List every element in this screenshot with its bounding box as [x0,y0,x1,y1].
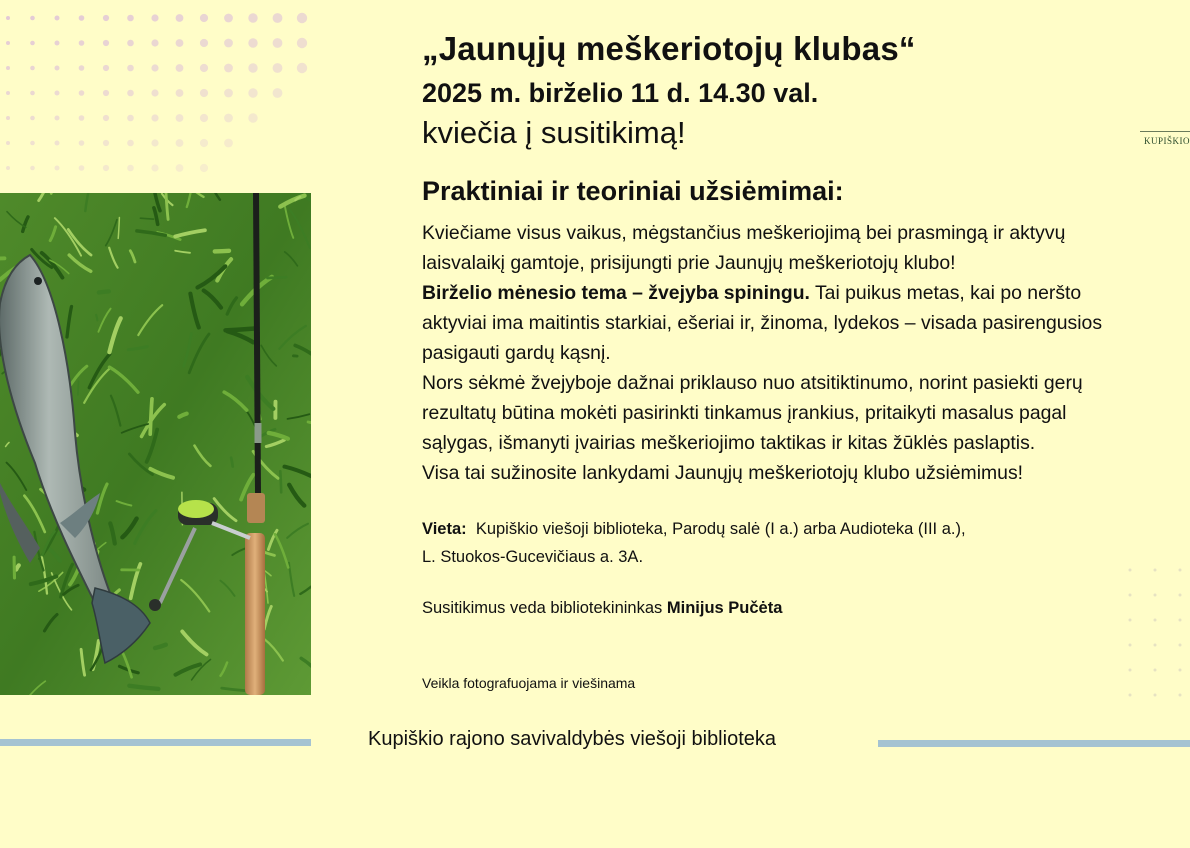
decorative-dot [200,114,208,122]
decorative-dot [79,115,85,121]
decorative-dot [1129,694,1132,697]
venue-label: Vieta: [422,520,467,538]
decorative-dot [297,38,307,48]
decorative-dot [273,88,283,98]
library-footer: Kupiškio rajono savivaldybės viešoji biblioteka [368,728,776,750]
venue-info [422,515,966,571]
description-line: sąlygas, išmanyti įvairias meškeriojimo taktikas ir kitas žūklės paslaptis. [422,432,1036,454]
decorative-dot [30,91,35,96]
decorative-dot [151,89,158,96]
decorative-dot [127,165,134,172]
grass-blade [226,329,255,331]
decorative-dot [127,15,134,22]
decorative-dot [200,14,208,22]
description-text [422,218,1190,488]
decorative-dot [79,165,85,171]
host-info [422,599,782,618]
decorative-dot [6,66,10,70]
decorative-dot [200,64,208,72]
decorative-dot [1154,669,1157,672]
decorative-dot [103,140,109,146]
host-prefix: Susitikimus veda bibliotekininkas [422,599,667,617]
decorative-dot [1179,694,1182,697]
grass-blade [140,218,153,219]
event-title: „Jaunųjų meškeriotojų klubas“ [422,30,916,67]
decorative-dot [6,116,10,120]
grass-blade [150,399,152,434]
decorative-dot [1154,644,1157,647]
venue-address-line1: Kupiškio viešoji biblioteka, Parodų salė (I a.) arba Audioteka (III a.), [475,520,966,538]
description-line: pasigauti gardų kąsnį. [422,342,611,364]
decorative-dot [248,88,257,97]
decorative-dot [248,38,257,47]
decorative-dot [176,139,184,147]
decorative-dot [200,139,208,147]
decorative-dot [127,115,134,122]
decorative-dot [6,141,10,145]
decorative-dot [1129,569,1132,572]
section-heading: Praktiniai ir teoriniai užsiėmimai: [422,176,844,206]
decorative-dot [30,141,35,146]
decorative-dot [200,164,208,172]
decorative-dot [176,164,184,172]
grass-blade [215,251,229,252]
grass-blade [280,471,281,492]
decorative-dot [1154,694,1157,697]
footer-rule-left [0,739,311,746]
decorative-dot [30,41,35,46]
decorative-dot [6,41,10,45]
logo-divider [1140,131,1190,132]
decorative-dot [273,13,283,23]
decorative-dot [1154,569,1157,572]
grass-blade [78,381,79,395]
decorative-dot [248,113,257,122]
decorative-dot [103,115,109,121]
decorative-dot [176,14,184,22]
decorative-dot [248,63,257,72]
decorative-dot [224,14,233,23]
decorative-dot [273,38,283,48]
decorative-dot [30,16,35,21]
decorative-dot [176,39,184,47]
description-line: laisvalaikį gamtoje, prisijungti prie Jaunųjų meškeriotojų klubo! [422,252,956,274]
decorative-dot [127,40,134,47]
decorative-dot [30,66,35,71]
grass-blade [231,458,233,467]
decorative-dot [1179,569,1182,572]
decorative-right-dots [1120,560,1190,710]
decorative-dot [176,89,184,97]
decorative-dot [30,166,35,171]
decorative-dot [176,64,184,72]
decorative-dot [55,116,60,121]
venue-address-line2: L. Stuokos-Gucevičiaus a. 3A. [422,548,644,566]
decorative-dot [55,141,60,146]
decorative-dot [248,13,257,22]
photo-notice: Veikla fotografuojama ir viešinama [422,675,636,691]
decorative-dot [297,13,307,23]
event-invitation: kviečia į susitikimą! [422,115,686,150]
description-line: Visa tai sužinosite lankydami Jaunųjų meškeriotojų klubo užsiėmimus! [422,462,1024,484]
decorative-dot [224,114,233,123]
decorative-dot [200,89,208,97]
grass-blade [99,291,109,292]
theme-continuation: Tai puikus metas, kai po neršto [809,282,1082,304]
decorative-dot [151,164,158,171]
description-line: Nors sėkmė žvejyboje dažnai priklauso nuo atsitiktinumo, norint pasiekti gerų [422,372,1083,394]
decorative-dot [103,165,109,171]
decorative-dot [1154,619,1157,622]
decorative-dot [1179,594,1182,597]
decorative-dot [273,63,283,73]
library-logo-text: KUPIŠKIO [1144,136,1190,146]
decorative-dot [6,91,10,95]
decorative-dot [151,139,158,146]
description-line: aktyviai ima maitintis starkiai, ešeriai ir, žinoma, lydekos – visada pasirengusios [422,312,1103,334]
decorative-dot [127,65,134,72]
decorative-dot [224,139,233,148]
decorative-dot [1179,669,1182,672]
decorative-dot [127,90,134,97]
event-datetime: 2025 m. birželio 11 d. 14.30 val. [422,78,819,108]
decorative-dot [1154,594,1157,597]
decorative-dot [79,15,85,21]
decorative-dot [79,65,85,71]
description-line [422,278,1190,308]
grass-blade [268,277,287,278]
description-line: rezultatų būtina mokėti pasirinkti tinkamus įrankius, pritaikyti masalus pagal [422,402,1067,424]
decorative-dot [103,15,109,21]
decorative-dot [55,91,60,96]
decorative-dot [200,39,208,47]
decorative-dot [1179,619,1182,622]
decorative-dot [224,89,233,98]
decorative-dot [6,16,10,20]
decorative-dot [55,66,60,71]
decorative-dot [151,39,158,46]
host-name: Minijus Pučėta [666,599,783,617]
decorative-dot [1129,619,1132,622]
description-line: Kviečiame visus vaikus, mėgstančius meškeriojimą bei prasmingą ir aktyvų [422,222,1066,244]
decorative-dot [79,40,85,46]
decorative-dot [151,114,158,121]
decorative-dot [79,90,85,96]
decorative-dot [127,140,134,147]
fish-on-grass-photo [0,193,311,695]
decorative-dot [6,166,10,170]
decorative-dot [224,64,233,73]
decorative-dot [55,41,60,46]
decorative-dot [151,14,158,21]
footer-rule-right [878,740,1190,747]
decorative-dot [1129,669,1132,672]
decorative-dot [103,65,109,71]
decorative-dot [79,140,85,146]
decorative-dot [55,16,60,21]
decorative-dot [1129,644,1132,647]
monthly-theme: Birželio mėnesio tema – žvejyba spiningu. [422,282,810,304]
grass-blade [16,565,19,569]
decorative-dot [176,114,184,122]
decorative-dot [55,166,60,171]
decorative-dot [30,116,35,121]
decorative-dot [1179,644,1182,647]
decorative-dot [1129,594,1132,597]
decorative-dot [151,64,158,71]
decorative-dot [297,63,307,73]
decorative-dot-pattern [0,0,320,180]
decorative-dot [224,39,233,48]
decorative-dot [103,90,109,96]
decorative-dot [103,40,109,46]
grass-blade [96,315,97,321]
